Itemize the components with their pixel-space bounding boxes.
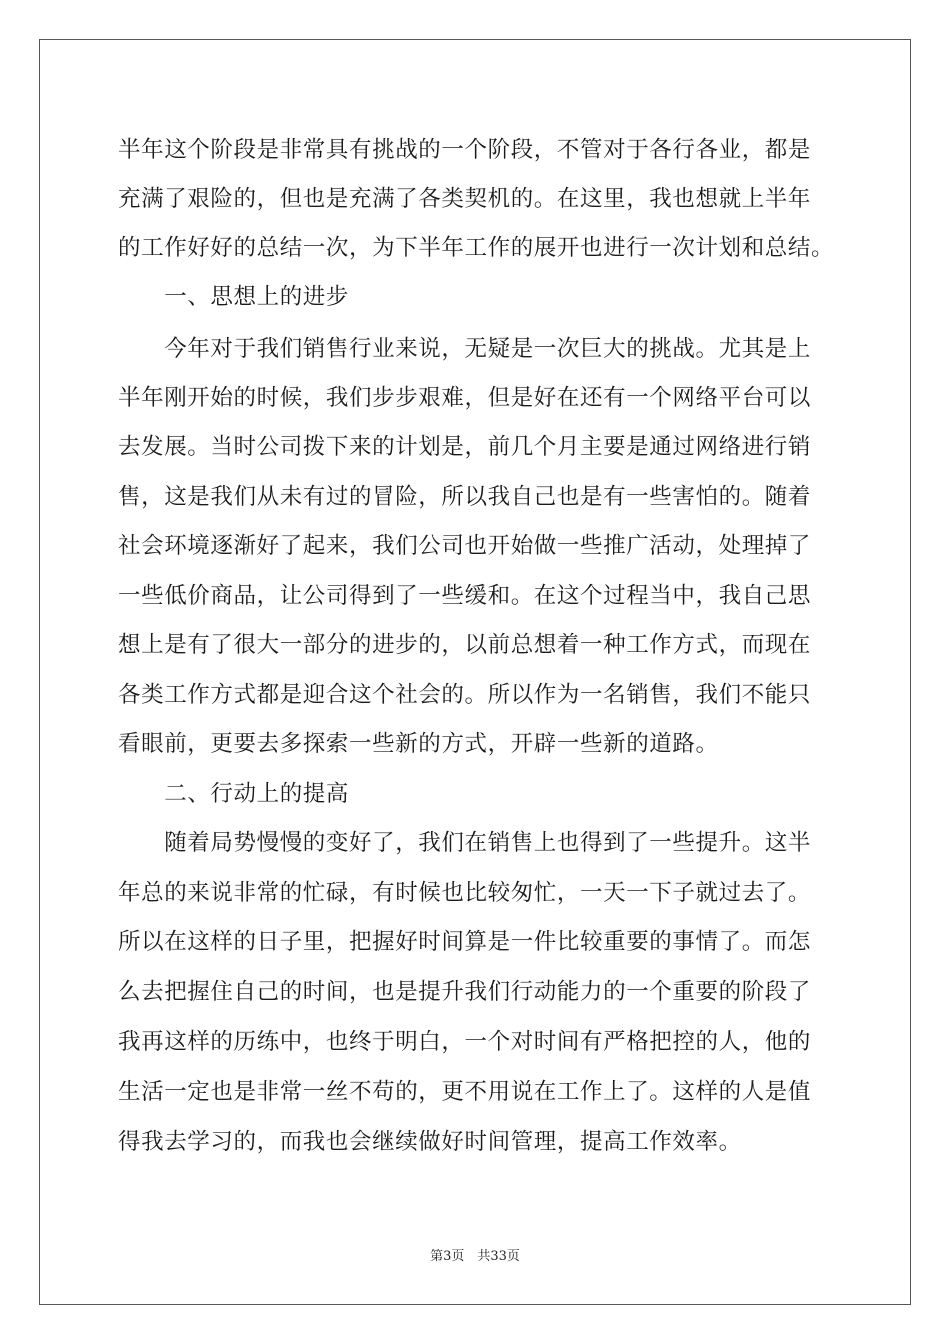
text-line: 随着局势慢慢的变好了，我们在销售上也得到了一些提升。这半 xyxy=(118,830,812,856)
section-heading: 一、思想上的进步 xyxy=(118,284,350,310)
text-line: 社会环境逐渐好了起来，我们公司也开始做一些推广活动，处理掉了 xyxy=(118,533,812,559)
text-line: 去发展。当时公司拨下来的计划是，前几个月主要是通过网络进行销 xyxy=(118,434,812,460)
page-number-footer: 第3页 共33页 xyxy=(430,1249,520,1264)
page-border xyxy=(39,39,911,1305)
text-line: 生活一定也是非常一丝不苟的，更不用说在工作上了。这样的人是值 xyxy=(118,1079,812,1105)
text-line: 今年对于我们销售行业来说，无疑是一次巨大的挑战。尤其是上 xyxy=(118,336,812,362)
text-line: 半年这个阶段是非常具有挑战的一个阶段，不管对于各行各业，都是 xyxy=(118,137,812,163)
text-line: 年总的来说非常的忙碌，有时候也比较匆忙，一天一下子就过去了。 xyxy=(118,880,812,906)
text-line: 的工作好好的总结一次，为下半年工作的展开也进行一次计划和总结。 xyxy=(118,235,835,261)
text-line: 所以在这样的日子里，把握好时间算是一件比较重要的事情了。而怎 xyxy=(118,929,812,955)
text-line: 得我去学习的，而我也会继续做好时间管理，提高工作效率。 xyxy=(118,1129,742,1155)
section-heading: 二、行动上的提高 xyxy=(118,781,350,807)
text-line: 看眼前，更要去多探索一些新的方式，开辟一些新的道路。 xyxy=(118,731,719,757)
text-line: 售，这是我们从未有过的冒险，所以我自己也是有一些害怕的。随着 xyxy=(118,484,812,510)
text-line: 各类工作方式都是迎合这个社会的。所以作为一名销售，我们不能只 xyxy=(118,682,812,708)
text-line: 半年刚开始的时候，我们步步艰难，但是好在还有一个网络平台可以 xyxy=(118,385,812,411)
text-line: 我再这样的历练中，也终于明白，一个对时间有严格把控的人，他的 xyxy=(118,1029,812,1055)
text-line: 想上是有了很大一部分的进步的，以前总想着一种工作方式，而现在 xyxy=(118,632,812,658)
text-line: 么去把握住自己的时间，也是提升我们行动能力的一个重要的阶段了 xyxy=(118,979,812,1005)
text-line: 一些低价商品，让公司得到了一些缓和。在这个过程当中，我自己思 xyxy=(118,583,812,609)
text-line: 充满了艰险的，但也是充满了各类契机的。在这里，我也想就上半年 xyxy=(118,186,812,212)
